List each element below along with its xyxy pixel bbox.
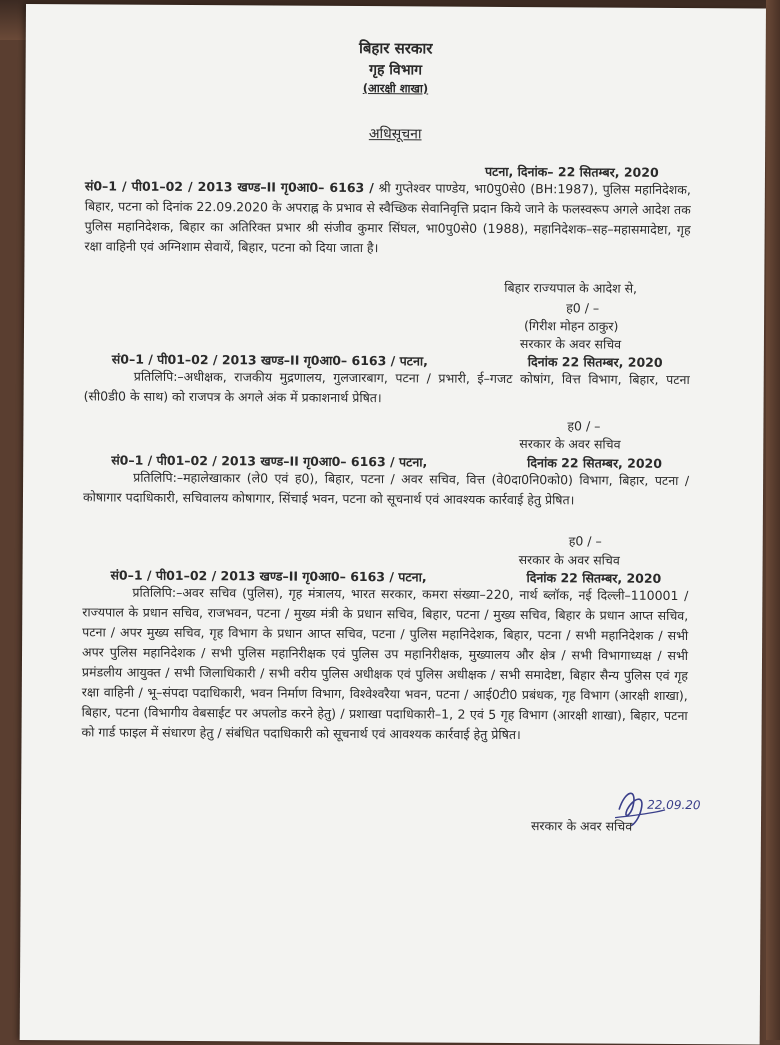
copy3-date: दिनांक 22 सितम्बर, 2020	[526, 570, 662, 586]
copy2-ref: सं0–1 / पी01–02 / 2013 खण्ड–II गृ0आ0– 6163 / पटना,	[111, 452, 428, 470]
copy2-text: प्रतिलिपि:–महालेखाकार (ले0 एवं ह0), बिहार, पटना / अवर सचिव, वित्त (वे0दा0नि0को0) विभाग, बिहार, पटना / कोषागार पदाधिकारी, सचिवालय कोषागार, सिंचाई भवन, पटना को सूचनार्थ एवं आवश्यक कार्रवाई हेतु प्रेषित।	[82, 469, 690, 508]
signed-mark: ह0 / –	[566, 300, 600, 316]
copy3-ref: सं0–1 / पी01–02 / 2013 खण्ड–II गृ0आ0– 6163 / पटना,	[110, 567, 427, 585]
signatory-designation: सरकार के अवर सचिव	[519, 336, 622, 352]
copy1-designation: सरकार के अवर सचिव	[519, 436, 621, 452]
body-text: श्री गुप्तेश्वर पाण्डेय, भा0पु0से0 (BH:1987), पुलिस महानिदेशक, बिहार, पटना को दिनांक 22.09.2020 के अपराह्न के प्रभाव से स्वैच्छिक सेवानिवृत्ति प्रदान किये जाने के फलस्वरूप अगले आदेश तक पुलिस महानिदेशक, बिहार का अतिरिक्त प्रभार श्री संजीव कुमार सिंघल, भा0पु0से0 (1988), महानिदेशक–सह–महासमादेष्टा, गृह रक्षा वाहिनी एवं अग्निशाम सेवायें, बिहार, पटना को दिया जाता है।	[84, 180, 691, 256]
place-date: पटना, दिनांक– 22 सितम्बर, 2020	[484, 163, 659, 180]
document-page	[20, 4, 766, 1045]
reference-number: सं0–1 / पी01–02 / 2013 खण्ड–II गृ0आ0– 6163 /	[84, 178, 374, 196]
copy3-text: प्रतिलिपि:–अवर सचिव (पुलिस), गृह मंत्रालय, भारत सरकार, कमरा संख्या–220, नार्थ ब्लॉक, नई दिल्ली–110001 / राज्यपाल के प्रधान सचिव, राजभवन, पटना / मुख्य मंत्री के प्रधान सचिव, बिहार, पटना / मुख्य सचिव, बिहार के प्रधान आप्त सचिव, पटना / अपर मुख्य सचिव, गृह विभाग के प्रधान आप्त सचिव, पटना / पुलिस महानिदेशक, बिहार, पटना / सभी महानिदेशक / सभी अपर पुलिस महानिदेशक / सभी पुलिस महानिरीक्षक एवं पुलिस उप महानिरीक्षक, मुख्यालय और क्षेत्र / सभी विभागाध्यक्ष / सभी प्रमंडलीय आयुक्त / सभी जिलाधिकारी / सभी वरीय पुलिस अधीक्षक एवं पुलिस अधीक्षक / सभी समादेष्टा, बिहार सैन्य पुलिस एवं गृह रक्षा वाहिनी / भू–संपदा पदाधिकारी, भवन निर्माण विभाग, विश्वेश्वरैया भवन, पटना / आई0टी0 प्रबंधक, गृह विभाग (आरक्षी शाखा), बिहार, पटना (विभागीय वेबसाईट पर अपलोड करने हेतु) / प्रशाखा पदाधिकारी–1, 2 एवं 5 गृह विभाग (आरक्षी शाखा), बिहार, पटना को गार्ड फाइल में संधारण हेतु / संबंधित पदाधिकारी को सूचनार्थ एवं आवश्यक कार्रवाई हेतु प्रेषित।	[81, 584, 689, 743]
department-name: गृह विभाग	[369, 62, 423, 79]
branch-name: (आरक्षी शाखा)	[362, 81, 429, 96]
background-edge	[766, 0, 780, 1040]
copy1-date: दिनांक 22 सितम्बर, 2020	[527, 354, 663, 370]
copy1-ref: सं0–1 / पी01–02 / 2013 खण्ड–II गृ0आ0– 6163 / पटना,	[111, 351, 428, 369]
copy1-text: प्रतिलिपि:–अधीक्षक, राजकीय मुद्रणालय, गुलजारबाग, पटना / प्रभारी, ई–गजट कोषांग, वित्त विभाग, बिहार, पटना (सी0डी0 के साथ) को राजपत्र के अगले अंक में प्रकाशनार्थ प्रेषित।	[83, 368, 690, 406]
signatory-name: (गिरीश मोहन ठाकुर)	[523, 318, 619, 334]
copy2-signed: ह0 / –	[568, 533, 602, 549]
copy3-designation: सरकार के अवर सचिव	[530, 818, 633, 834]
document-title: अधिसूचना	[368, 126, 422, 143]
handwritten-date: 22.09.20	[647, 797, 701, 813]
order-line: बिहार राज्यपाल के आदेश से,	[504, 279, 638, 296]
copy2-date: दिनांक 22 सितम्बर, 2020	[527, 455, 663, 471]
notification-body	[84, 176, 690, 260]
government-name: बिहार सरकार	[358, 39, 433, 58]
copy2-designation: सरकार के अवर सचिव	[518, 552, 620, 568]
copy1-signed: ह0 / –	[567, 418, 601, 434]
